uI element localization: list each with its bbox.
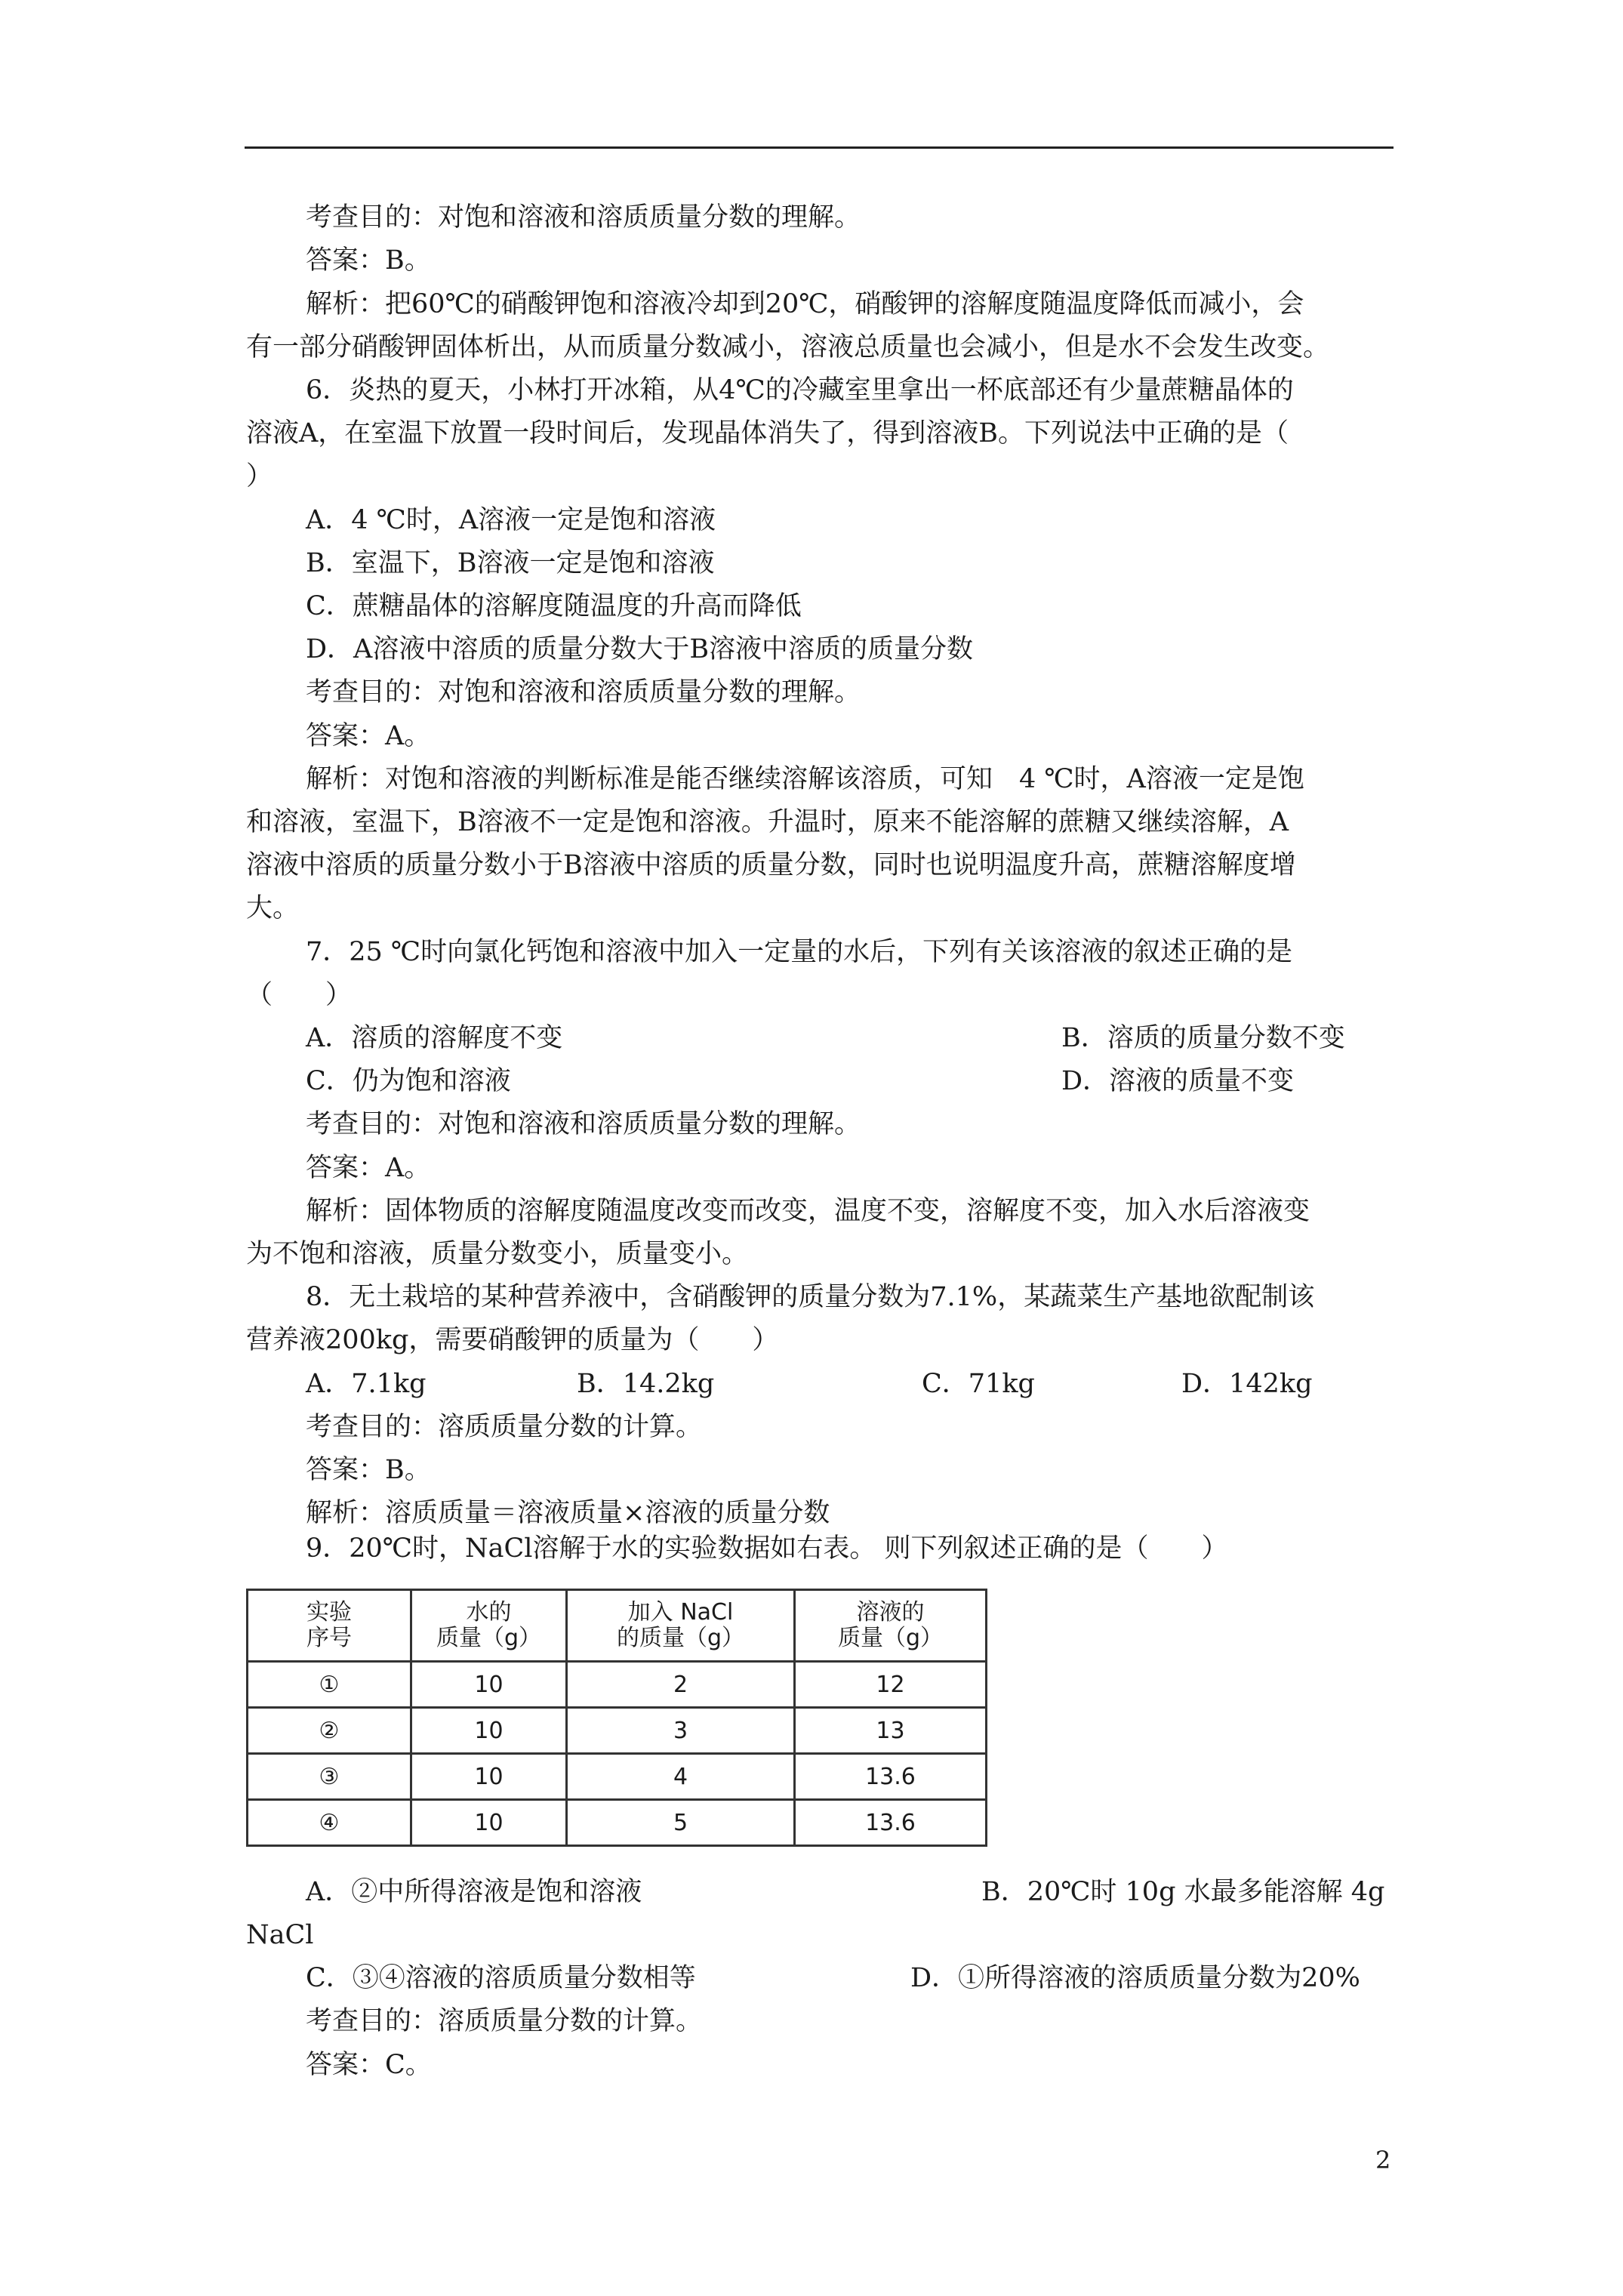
purpose-line: 考查目的：溶质质量分数的计算。 — [306, 1412, 703, 1442]
table-cell: 10 — [411, 1800, 567, 1846]
option-c: C．仍为饱和溶液 — [306, 1066, 511, 1096]
table-cell: 10 — [411, 1662, 567, 1708]
table-header-cell: 加入 NaCl 的质量（g） — [567, 1590, 795, 1662]
option-a: A．溶质的溶解度不变 — [306, 1023, 563, 1053]
analysis-line: 解析：对饱和溶液的判断标准是能否继续溶解该溶质，可知 4 ℃时，A溶液一定是饱 — [306, 764, 1304, 794]
option-c: C．③④溶液的溶质质量分数相等 — [306, 1963, 696, 1993]
question-8-stem: 营养液200kg，需要硝酸钾的质量为（ ） — [246, 1325, 779, 1355]
option-b: B．20℃时 10g 水最多能溶解 4g — [981, 1877, 1385, 1907]
analysis-line: 和溶液，室温下，B溶液不一定是饱和溶液。升温时，原来不能溶解的蔗糖又继续溶解，A — [246, 807, 1289, 837]
table-cell: 10 — [411, 1754, 567, 1800]
table-header-cell: 溶液的 质量（g） — [795, 1590, 987, 1662]
option-a: A．②中所得溶液是饱和溶液 — [306, 1877, 642, 1907]
table-cell: 2 — [567, 1662, 795, 1708]
question-7-stem: 7．25 ℃时向氯化钙饱和溶液中加入一定量的水后，下列有关该溶液的叙述正确的是 — [306, 937, 1293, 967]
question-6-stem: 6．炎热的夏天，小林打开冰箱，从4℃的冷藏室里拿出一杯底部还有少量蔗糖晶体的 — [306, 375, 1294, 405]
analysis-line: 溶液中溶质的质量分数小于B溶液中溶质的质量分数，同时也说明温度升高，蔗糖溶解度增 — [246, 850, 1296, 880]
table-cell: 3 — [567, 1708, 795, 1754]
table-header-row — [248, 1590, 987, 1662]
table-cell: 12 — [795, 1662, 987, 1708]
option-d: D．142kg — [1181, 1369, 1313, 1399]
question-7-stem: （ ） — [246, 980, 353, 1010]
option-b: B．溶质的质量分数不变 — [1061, 1023, 1345, 1053]
question-6-stem: ） — [246, 461, 273, 492]
table-row — [248, 1662, 987, 1708]
answer-line: 答案：A。 — [306, 721, 431, 751]
question-9-stem: 9．20℃时，NaCl溶解于水的实验数据如右表。 则下列叙述正确的是（ ） — [306, 1533, 1228, 1564]
analysis-line: 有一部分硝酸钾固体析出，从而质量分数减小，溶液总质量也会减小，但是水不会发生改变。 — [246, 332, 1330, 362]
table-cell: 4 — [567, 1754, 795, 1800]
table-row — [248, 1800, 987, 1846]
header-rule — [245, 146, 1394, 149]
option-b-continued: NaCl — [246, 1920, 314, 1950]
question-6-stem: 溶液A，在室温下放置一段时间后，发现晶体消失了，得到溶液B。下列说法中正确的是（ — [246, 418, 1289, 448]
purpose-line: 考查目的：对饱和溶液和溶质质量分数的理解。 — [306, 1109, 861, 1139]
analysis-line: 解析：把60℃的硝酸钾饱和溶液冷却到20℃，硝酸钾的溶解度随温度降低而减小，会 — [306, 289, 1304, 319]
option-c: C．蔗糖晶体的溶解度随温度的升高而降低 — [306, 591, 802, 621]
option-d: D．溶液的质量不变 — [1061, 1066, 1295, 1096]
table-cell: ④ — [248, 1800, 411, 1846]
analysis-line: 解析：溶质质量＝溶液质量×溶液的质量分数 — [306, 1498, 830, 1528]
table-cell: 10 — [411, 1708, 567, 1754]
table-cell: 13.6 — [795, 1800, 987, 1846]
page-number: 2 — [1375, 2146, 1391, 2174]
purpose-line: 考查目的：对饱和溶液和溶质质量分数的理解。 — [306, 202, 861, 233]
table-row — [248, 1708, 987, 1754]
table-cell: ② — [248, 1708, 411, 1754]
option-b: B．14.2kg — [577, 1369, 715, 1399]
table-cell: 13 — [795, 1708, 987, 1754]
option-a: A．4 ℃时，A溶液一定是饱和溶液 — [306, 505, 716, 535]
table-row — [248, 1754, 987, 1800]
table-header-cell: 实验 序号 — [248, 1590, 411, 1662]
answer-line: 答案：A。 — [306, 1153, 431, 1183]
question-8-stem: 8．无土栽培的某种营养液中，含硝酸钾的质量分数为7.1%，某蔬菜生产基地欲配制该 — [306, 1282, 1315, 1312]
analysis-line: 解析：固体物质的溶解度随温度改变而改变，温度不变，溶解度不变，加入水后溶液变 — [306, 1196, 1310, 1226]
nacl-data-table — [246, 1589, 987, 1847]
answer-line: 答案：C。 — [306, 2050, 432, 2080]
purpose-line: 考查目的：对饱和溶液和溶质质量分数的理解。 — [306, 677, 861, 707]
table-cell: 13.6 — [795, 1754, 987, 1800]
answer-line: 答案：B。 — [306, 245, 431, 276]
purpose-line: 考查目的：溶质质量分数的计算。 — [306, 2006, 703, 2036]
option-a: A．7.1kg — [306, 1369, 427, 1399]
table-header-cell: 水的 质量（g） — [411, 1590, 567, 1662]
analysis-line: 为不饱和溶液，质量分数变小，质量变小。 — [246, 1239, 749, 1269]
analysis-line: 大。 — [246, 893, 300, 923]
option-d: D．A溶液中溶质的质量分数大于B溶液中溶质的质量分数 — [306, 634, 974, 664]
option-d: D．①所得溶液的溶质质量分数为20% — [910, 1963, 1360, 1993]
table-cell: ① — [248, 1662, 411, 1708]
table-cell: 5 — [567, 1800, 795, 1846]
option-b: B．室温下，B溶液一定是饱和溶液 — [306, 548, 715, 578]
table-cell: ③ — [248, 1754, 411, 1800]
option-c: C．71kg — [922, 1369, 1035, 1399]
answer-line: 答案：B。 — [306, 1455, 431, 1485]
